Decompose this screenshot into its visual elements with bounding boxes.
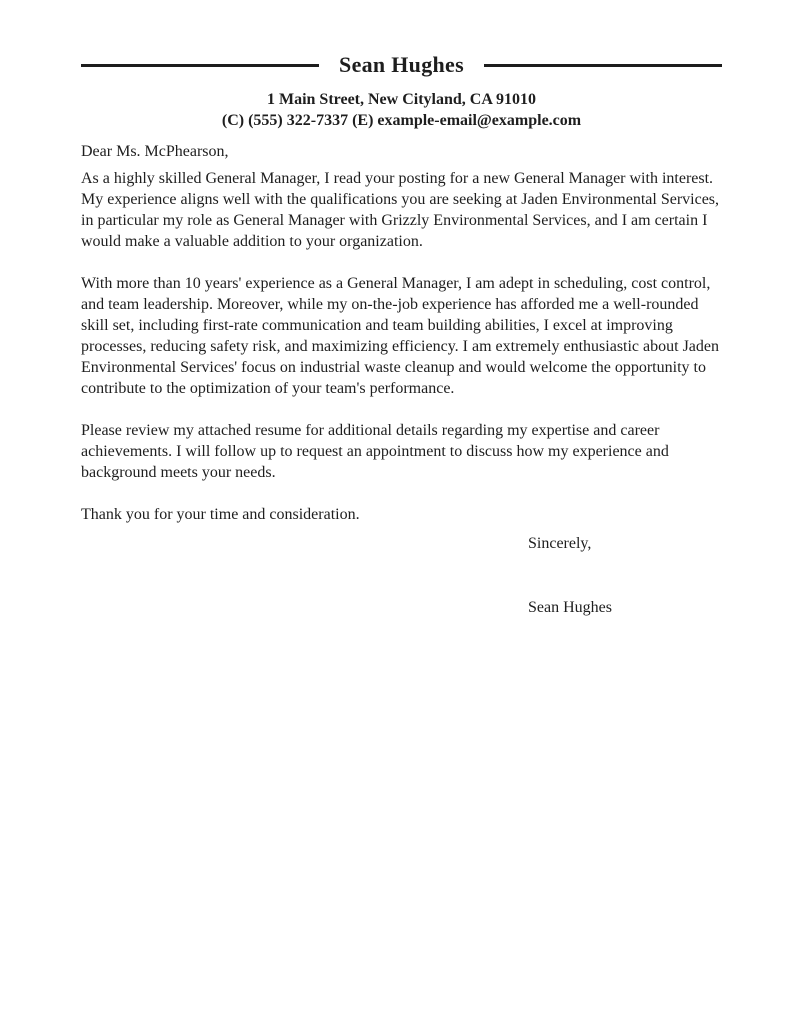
paragraph-resume: Please review my attached resume for additional details regarding my expertise and career achievements. I will follow up to request an appointment to discuss how my experience and background meets your needs. (81, 422, 669, 481)
address-line: 1 Main Street, New Cityland, CA 91010 (266, 91, 537, 108)
paragraph-experience: With more than 10 years' experience as a General Manager, I am adept in scheduling, cost control, and team leadership. Moreover, while my on-the-job experience has afforded me a well-rounded skill set, including first-rate communication and team building abilities, I excel at improving processes, reducing safety risk, and maximizing efficiency. I am extremely enthusiastic about Jaden Environmental Services' focus on industrial waste cleanup and would welcome the opportunity to contribute to the optimization of your team's performance. (81, 275, 720, 397)
header-rule-right (484, 64, 722, 67)
letter-body (81, 141, 722, 618)
contact-line: (C) (555) 322-7337 (E) example-email@example.com (221, 112, 582, 129)
thank-you-line: Thank you for your time and consideration. (81, 506, 360, 523)
name-row (81, 52, 722, 78)
closing-block (528, 533, 722, 618)
header-rule-left (81, 64, 319, 67)
letterhead (81, 52, 722, 131)
closing-salutation: Sincerely, (528, 535, 592, 552)
salutation: Dear Ms. McPhearson, (81, 143, 229, 160)
paragraph-intro: As a highly skilled General Manager, I read your posting for a new General Manager with interest. My experience aligns well with the qualifications you are seeking at Jaden Environmental Services, in particular my role as General Manager with Grizzly Environmental Services, and I am certain I would make a valuable addition to your organization. (81, 170, 720, 250)
signature-name: Sean Hughes (528, 599, 612, 616)
applicant-name: Sean Hughes (339, 52, 464, 77)
